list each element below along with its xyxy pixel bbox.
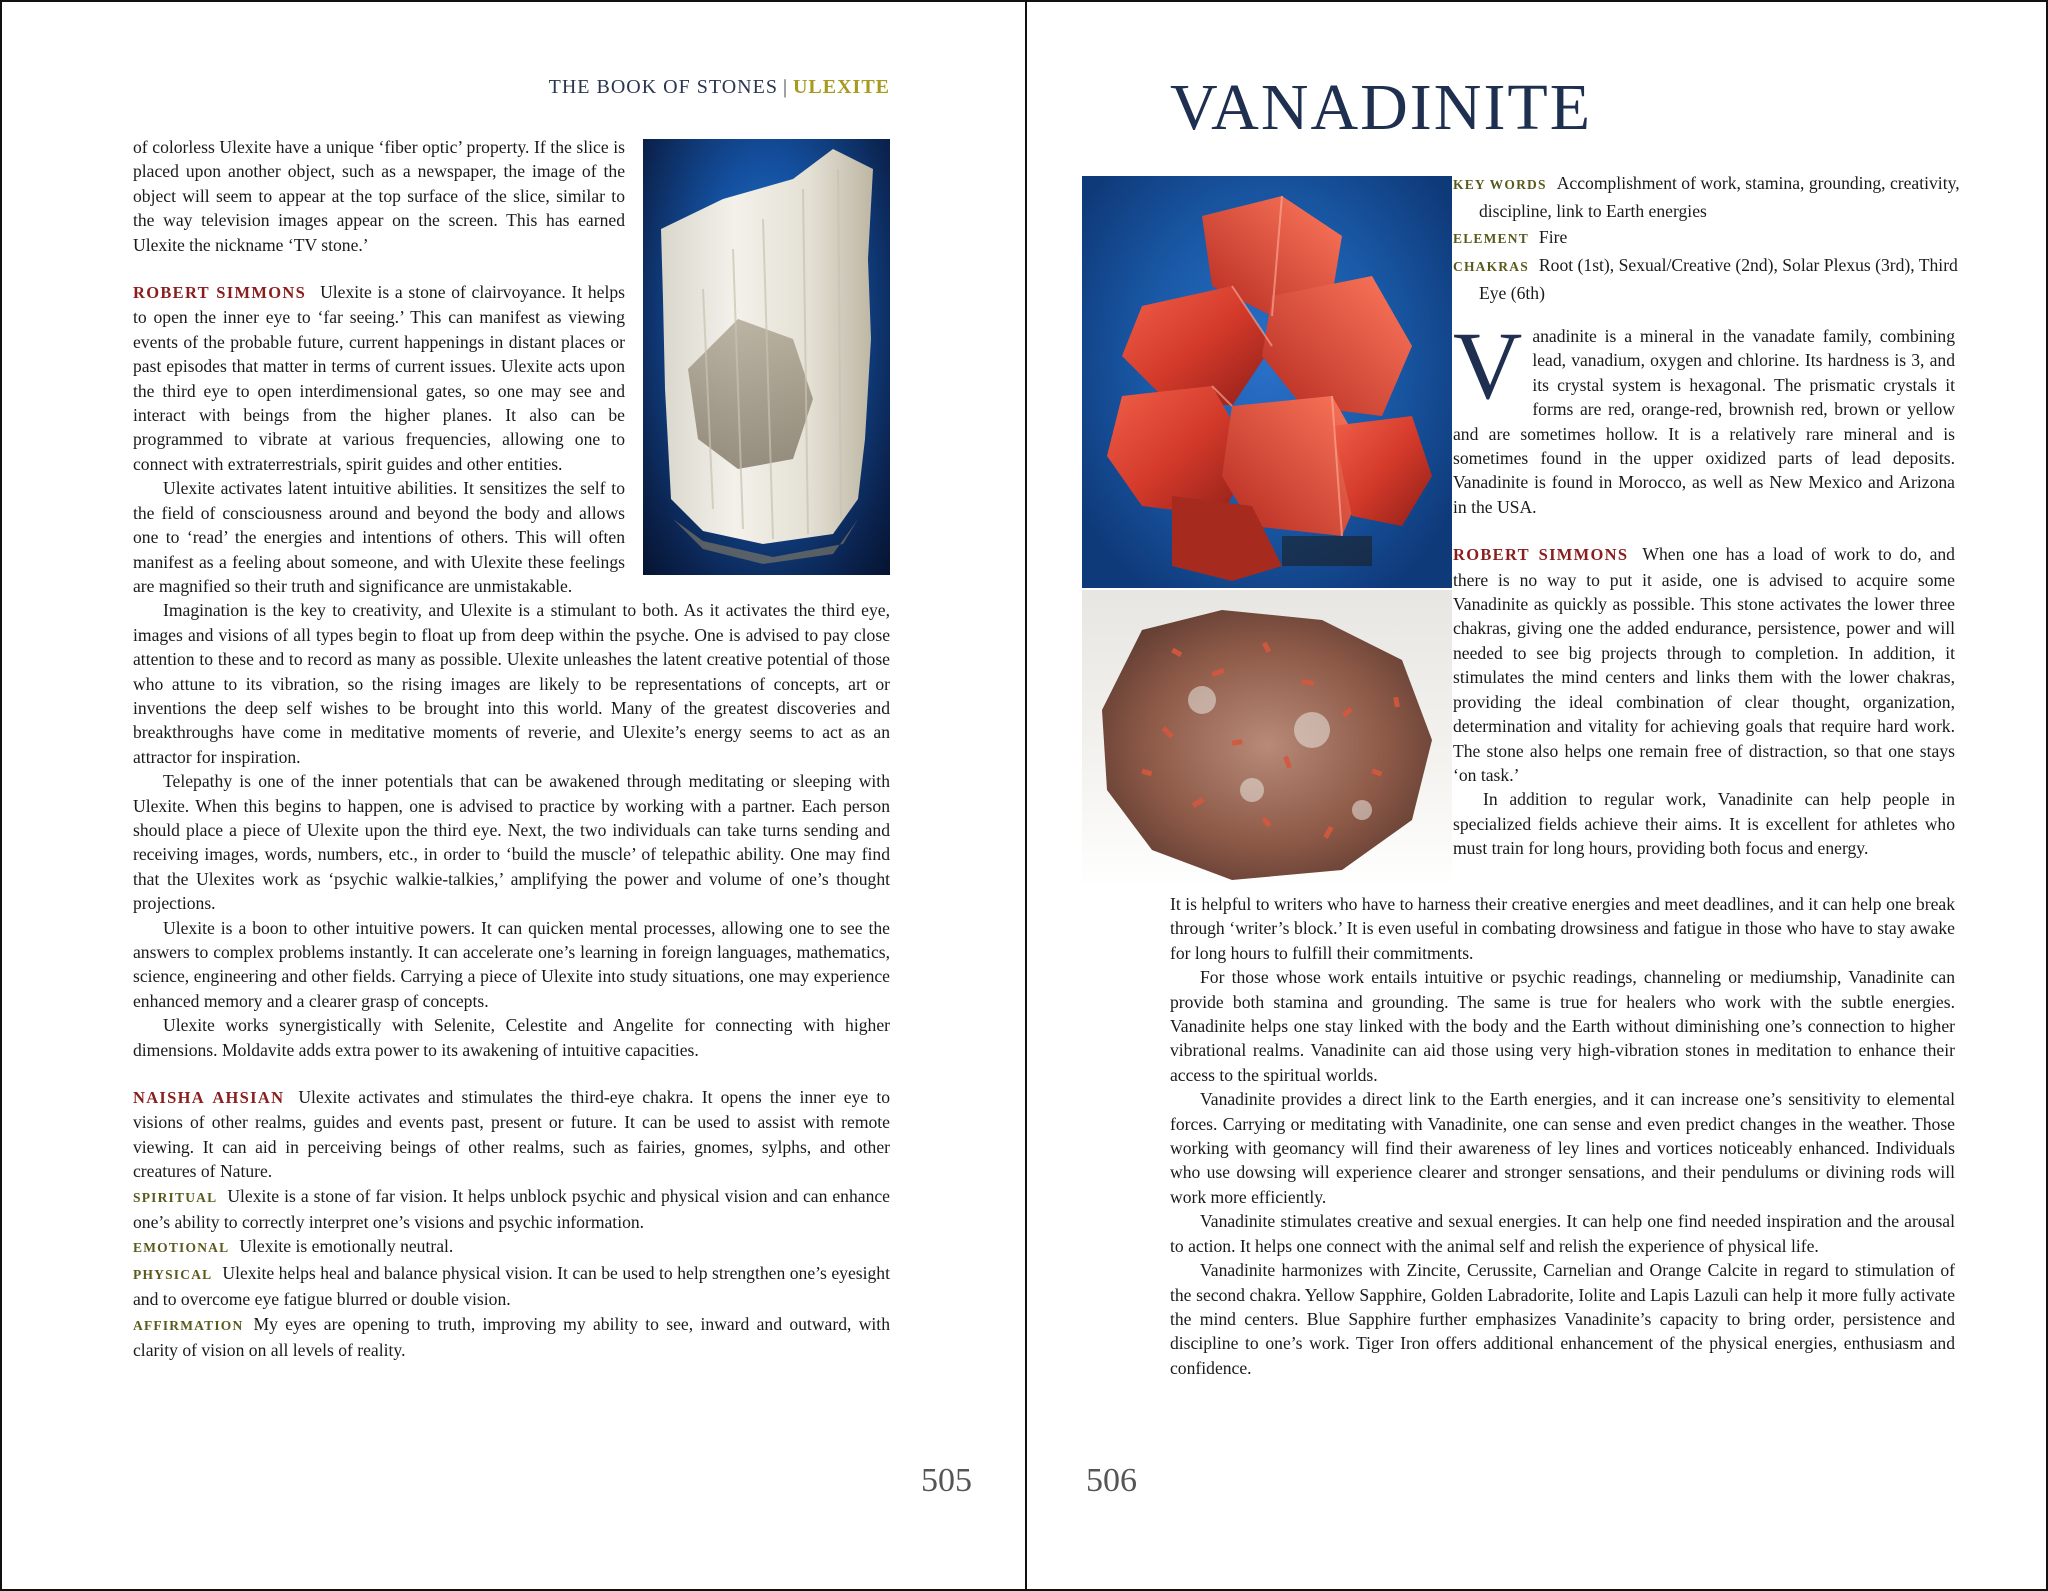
key-words-row [1453,170,1973,224]
drop-cap: V [1453,312,1523,419]
vanadinite-matrix-image [1082,590,1452,889]
running-head-separator: | [782,76,788,98]
element-row [1453,224,1973,252]
right-intro-column [1453,312,1955,861]
author-simmons-right: ROBERT SIMMONS [1453,545,1629,565]
element-label: ELEMENT [1453,231,1529,246]
vanadinite-intro [1453,312,1955,519]
affirmation-label: AFFIRMATION [133,1317,244,1333]
ahsian-paragraph-1 [133,1085,890,1184]
running-head-stone: ULEXITE [792,76,890,98]
vanadinite-simmons-paragraph-5: Vanadinite stimulates creative and sexual energies. It can help one find needed inspiration and the arousal to action. It helps one connect with the animal self and relish the experience of physical life. [1170,1211,1955,1256]
simmons-paragraph-4: Telepathy is one of the inner potentials that can be awakened through meditating or sleeping with Ulexite. When this begins to happen, one is advised to practice by working with a partner. Each person should place a piece of Ulexite upon the third eye. Next, the two individuals can take turns sending and receiving images, words, numbers, etc., in order to ‘build the muscle’ of telepathic ability. One may find that the Ulexites work as ‘psychic walkie-talkies,’ amplifying the power and volume of one’s thought projections. [133,771,890,914]
simmons-text-1: Ulexite is a stone of clairvoyance. It helps to open the inner eye to ‘far seeing.’ This can manifest as viewing events of the probable future, current happenings in distant places or past episodes that matter in terms of current issues. Ulexite acts upon the third eye to open interdimensional gates, so one may see and interact with beings from the higher planes. It also can be programmed to vibrate at various frequencies, allowing one to connect with extraterrestrials, spirit guides and other entities. [133,282,625,474]
affirmation-text: My eyes are opening to truth, improving my ability to see, inward and outward, with clarity of vision on all levels of reality. [133,1313,890,1361]
running-head [549,76,890,99]
stone-properties [1453,170,1973,306]
vanadinite-simmons-text-1: When one has a load of work to do, and there is no way to put it aside, one is advised to acquire some Vanadinite as quickly as possible. This stone activates the lower three chakras, giving one the added endurance, persistence, power and will needed to see big projects through to completion. In addition, it stimulates the mind centers and links them with the lower chakras, providing the ideal combination of clear thought, organization, determination and vitality for achieving goals that require hard work. The stone also helps one remain free of distraction, so that one stays ‘on task.’ [1453,544,1955,785]
page-number-left: 505 [921,1462,972,1499]
element-value: Fire [1538,227,1568,247]
physical-label: PHYSICAL [133,1266,213,1282]
key-words-label: KEY WORDS [1453,177,1547,192]
vanadinite-simmons-paragraph-2-end: It is helpful to writers who have to harness their creative energies and meet deadlines, and it can help one break through ‘writer’s block.’ It is even useful in combating drowsiness and fatigue in those who have to stay awake for long hours to fulfill their commitments. [1170,894,1955,963]
spiritual-label: SPIRITUAL [133,1189,218,1205]
key-words-value: Accomplishment of work, stamina, grounding, creativity, discipline, link to Earth energies [1479,173,1960,221]
ulexite-crystal-image [643,139,890,575]
right-body-text [1170,892,1955,1380]
vanadinite-simmons-paragraph-2-start: In addition to regular work, Vanadinite can help people in specialized fields achieve their aims. It is excellent for athletes who must train for long hours, providing both focus and energy. [1453,789,1955,859]
vanadinite-crystal-image [1082,176,1452,588]
emotional-text: Ulexite is emotionally neutral. [239,1236,454,1257]
emotional-entry [133,1234,890,1260]
chakras-value: Root (1st), Sexual/Creative (2nd), Solar Plexus (3rd), Third Eye (6th) [1479,255,1958,303]
running-head-book: THE BOOK OF STONES [548,76,778,98]
vanadinite-matrix-photo [1082,590,1452,889]
emotional-label: EMOTIONAL [133,1240,230,1256]
right-page [1027,2,2048,1591]
vanadinite-simmons-paragraph-1 [1453,542,1955,787]
left-page [2,2,1025,1591]
simmons-paragraph-6: Ulexite works synergistically with Selenite, Celestite and Angelite for connecting with higher dimensions. Moldavite adds extra power to its awakening of intuitive capacities. [133,1015,890,1060]
vanadinite-simmons-paragraph-3: For those whose work entails intuitive or psychic readings, channeling or mediumship, Vanadinite can provide both stamina and grounding. The same is true for healers who work with the subtle energies. Vanadinite helps one stay linked with the body and the Earth without diminishing one’s connection to higher vibrational realms. Vanadinite can aid those using very high-vibration stones in meditation to enhance their access to the spiritual worlds. [1170,967,1955,1085]
chakras-row [1453,252,1973,306]
stone-title: VANADINITE [1170,71,1593,144]
vanadinite-simmons-paragraph-6: Vanadinite harmonizes with Zincite, Cerussite, Carnelian and Orange Calcite in regard to stimulation of the second chakra. Yellow Sapphire, Golden Labradorite, Iolite and Lapis Lazuli can help it more fully activate the mind centers. Blue Sapphire further emphasizes Vanadinite’s capacity to bring order, persistence and discipline to one’s work. Tiger Iron offers additional enhancement of the physical energies, enthusiasm and confidence. [1170,1260,1955,1378]
left-body-text [133,135,890,1363]
page-number-right: 506 [1086,1462,1137,1499]
chakras-label: CHAKRAS [1453,259,1529,274]
ulexite-photo [643,139,890,575]
vanadinite-crystal-photo [1082,176,1452,588]
simmons-paragraph-5: Ulexite is a boon to other intuitive powers. It can quicken mental processes, allowing one to see the answers to complex problems instantly. It can accelerate one’s learning in foreign languages, mathematics, science, engineering and other fields. Carrying a piece of Ulexite into study situations, one may experience enhanced memory and a clearer grasp of concepts. [133,917,890,1011]
author-ahsian: NAISHA AHSIAN [133,1088,285,1108]
affirmation-entry [133,1312,890,1363]
spiritual-text: Ulexite is a stone of far vision. It helps unblock psychic and physical vision and can enhance one’s ability to correctly interpret one’s visions and psychic information. [133,1185,890,1233]
author-simmons: ROBERT SIMMONS [133,283,307,303]
simmons-paragraph-3: Imagination is the key to creativity, and Ulexite is a stimulant to both. As it activates the third eye, images and visions of all types begin to float up from deep within the psyche. One is advised to pay close attention to these and to record as many as possible. Ulexite unleashes the latent creative potential of those who attune to its vibration, so the rising images are likely to be representations of concepts, art or inventions the deep self wishes to be brought into this world. Many of the greatest discoveries and breakthroughs have come in meditative moments of reverie, and Ulexite’s energy seems to act as an attractor for inspiration. [133,600,890,767]
ahsian-text-1: Ulexite activates and stimulates the third-eye chakra. It opens the inner eye to visions of other realms, guides and events past, present or future. It can be used to assist with remote viewing. It can aid in perceiving beings of other realms, such as fairies, gnomes, sylphs, and other creatures of Nature. [133,1087,891,1182]
intro-text: anadinite is a mineral in the vanadate family, combining lead, vanadium, oxygen and chlorine. Its hardness is 3, and its crystal system is hexagonal. The prismatic crystals it forms are red, orange-red, brownish red, brown or yellow and are sometimes hollow. It is a relatively rare mineral and is sometimes found in the upper oxidized parts of lead deposits. Vanadinite is found in Morocco, as well as New Mexico and Arizona in the USA. [1453,326,1955,517]
spiritual-entry [133,1184,890,1235]
physical-text: Ulexite helps heal and balance physical vision. It can be used to help strengthen one’s eyesight and to overcome eye fatigue blurred or double vision. [133,1262,890,1310]
physical-entry [133,1261,890,1312]
simmons-paragraph-2: Ulexite activates latent intuitive abilities. It sensitizes the self to the field of consciousness around and beyond the body and allows one to ‘read’ the energies and intentions of others. This will often manifest as a feeling about someone, and with Ulexite these feelings are magnified so their truth and significance are unmistakable. [133,478,625,596]
intro-continuation: of colorless Ulexite have a unique ‘fiber optic’ property. If the slice is placed upon another object, such as a newspaper, the image of the object will seem to appear at the top surface of the slice, similar to the way television images appear on the screen. This has earned Ulexite the nickname ‘TV stone.’ [133,137,625,255]
vanadinite-simmons-paragraph-4: Vanadinite provides a direct link to the Earth energies, and it can increase one’s sensitivity to elemental forces. Carrying or meditating with Vanadinite, one can sense and even predict changes in the weather. Those working with geomancy will find their awareness of ley lines and vortices noticeably enhanced. Individuals who use dowsing will experience clearer and stronger sensations, and their pendulums or divining rods will work more efficiently. [1170,1089,1955,1207]
